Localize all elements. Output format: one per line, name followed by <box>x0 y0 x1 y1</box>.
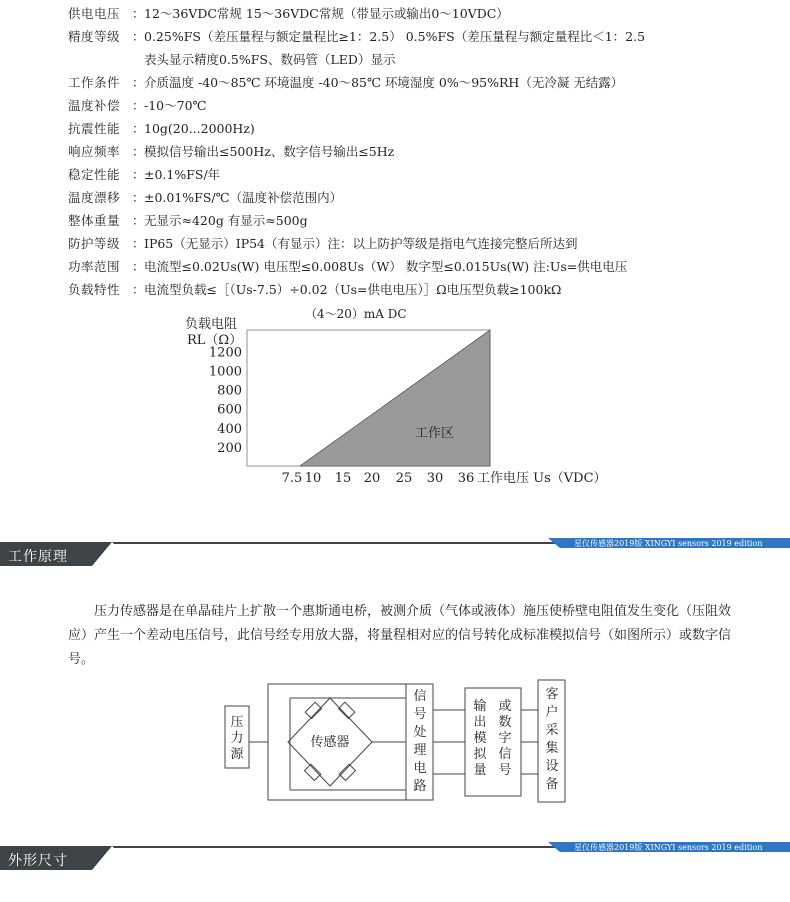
spec-row <box>68 232 783 255</box>
y-tick-label: 1200 <box>208 345 242 361</box>
svg-text:拟: 拟 <box>473 747 487 762</box>
spec-colon: ： <box>132 213 145 228</box>
spec-value: -10～70℃ <box>144 98 207 113</box>
svg-text:号: 号 <box>413 707 427 722</box>
spec-colon: ： <box>132 121 145 136</box>
spec-row <box>68 25 783 48</box>
spec-colon: ： <box>132 190 145 205</box>
spec-value: IP65（无显示）IP54（有显示）注：以上防护等级是指电气连接完整后所达到 <box>144 236 578 251</box>
source-label <box>230 715 244 762</box>
edition-tag-2: 星仪传感器2019版 XINGYI sensors 2019 edition <box>574 843 763 852</box>
spec-value: 无显示≈420g 有显示≈500g <box>144 213 308 228</box>
spec-label: 负载特性 <box>68 282 121 297</box>
svg-text:设: 设 <box>545 759 559 774</box>
spec-value: ±0.1%FS/年 <box>144 167 221 182</box>
spec-row <box>68 71 783 94</box>
x-tick-label: 20 <box>363 471 381 486</box>
spec-row <box>68 117 783 140</box>
x-tick-label: 10 <box>304 471 322 486</box>
spec-label: 功率范围 <box>68 259 121 274</box>
svg-text:数: 数 <box>498 715 512 730</box>
spec-colon: ： <box>132 282 145 297</box>
section-banner-principle <box>0 538 790 568</box>
chart-area-label: 工作区 <box>415 426 455 441</box>
section-title-principle: 工作原理 <box>8 549 68 565</box>
spec-row <box>68 94 783 117</box>
spec-label: 响应频率 <box>68 144 121 159</box>
svg-text:输: 输 <box>473 699 487 714</box>
spec-value: 0.25%FS（差压量程与额定量程比≥1：2.5） 0.5%FS（差压量程与额定量程比＜1：2.5 <box>144 29 646 44</box>
spec-label: 整体重量 <box>68 213 121 228</box>
spec-value: 表头显示精度0.5%FS、数码管（LED）显示 <box>144 52 396 67</box>
spec-label: 温度补偿 <box>68 98 121 113</box>
spec-row <box>68 2 783 25</box>
spec-colon: ： <box>132 259 145 274</box>
chart-ylabel-2: RL（Ω） <box>187 333 243 348</box>
spec-row <box>68 186 783 209</box>
svg-text:电: 电 <box>413 761 427 776</box>
y-tick-label: 800 <box>217 383 242 399</box>
working-area <box>300 330 490 466</box>
svg-text:模: 模 <box>473 731 487 746</box>
y-tick-label: 600 <box>217 402 242 418</box>
spec-label: 供电电压 <box>68 6 121 21</box>
load-chart <box>0 300 790 500</box>
spec-label: 温度漂移 <box>68 190 121 205</box>
spec-list <box>68 2 783 301</box>
spec-colon: ： <box>132 75 145 90</box>
svg-text:字: 字 <box>498 731 512 746</box>
svg-text:或: 或 <box>498 699 512 714</box>
section-banner-dimensions <box>0 842 790 872</box>
svg-text:信: 信 <box>413 689 427 704</box>
sensor-label: 传感器 <box>310 735 350 750</box>
svg-text:量: 量 <box>473 763 487 778</box>
spec-colon: ： <box>132 236 145 251</box>
y-tick-label: 400 <box>217 421 242 437</box>
signal-block-diagram <box>0 670 790 810</box>
svg-text:出: 出 <box>473 715 487 730</box>
spec-value: 电流型负载≤［（Us-7.5）÷0.02（Us=供电电压）］Ω电压型负载≥100kΩ <box>144 282 562 297</box>
spec-row <box>68 163 783 186</box>
chart-title: （4～20）mA DC <box>305 307 407 321</box>
x-tick-label: 7.5 <box>281 471 303 486</box>
spec-label: 稳定性能 <box>68 167 121 182</box>
svg-text:集: 集 <box>545 741 559 756</box>
chart-xlabel: 工作电压 Us（VDC） <box>477 471 607 486</box>
spec-row <box>68 140 783 163</box>
spec-row <box>68 209 783 232</box>
spec-label: 精度等级 <box>68 29 121 44</box>
svg-text:客: 客 <box>545 687 559 702</box>
svg-text:理: 理 <box>413 743 427 758</box>
x-tick-label: 36 <box>457 471 475 486</box>
spec-label: 防护等级 <box>68 236 121 251</box>
spec-value: 模拟信号输出≤500Hz、数字信号输出≤5Hz <box>144 144 395 159</box>
spec-value: 电流型≤0.02Us(W) 电压型≤0.008Us（W） 数字型≤0.015Us(W) 注:Us=供电电压 <box>144 259 628 274</box>
circuit-label <box>413 688 426 794</box>
svg-text:户: 户 <box>545 705 559 720</box>
spec-label: 工作条件 <box>68 75 121 90</box>
spec-colon: ： <box>132 167 145 182</box>
spec-value: 介质温度 -40～85℃ 环境温度 -40～85℃ 环境湿度 0%～95%RH（无冷凝 无结露） <box>144 75 624 90</box>
output-label-left <box>473 698 487 778</box>
chart-ylabel-1: 负载电阻 <box>185 317 238 332</box>
spec-value: 12～36VDC常规 15～36VDC常规（带显示或输出0～10VDC） <box>144 6 509 21</box>
principle-text <box>68 600 748 672</box>
spec-row <box>68 48 783 71</box>
svg-text:处: 处 <box>413 725 427 740</box>
output-label-right <box>498 699 511 778</box>
spec-row <box>68 278 783 301</box>
spec-value: 10g(20...2000Hz) <box>144 121 255 136</box>
svg-text:力: 力 <box>230 731 244 746</box>
x-tick-label: 15 <box>334 471 352 486</box>
section-title-dimensions: 外形尺寸 <box>8 853 68 869</box>
svg-text:压: 压 <box>230 715 244 730</box>
svg-text:路: 路 <box>413 779 427 794</box>
x-tick-label: 25 <box>395 471 413 486</box>
y-tick-label: 1000 <box>208 364 242 380</box>
spec-colon: ： <box>132 98 145 113</box>
spec-label: 抗震性能 <box>68 121 121 136</box>
spec-colon: ： <box>132 6 145 21</box>
client-label <box>545 687 558 792</box>
svg-text:源: 源 <box>230 747 244 762</box>
x-tick-label: 30 <box>426 471 444 486</box>
svg-text:备: 备 <box>545 777 559 792</box>
spec-value: ±0.01%FS/℃（温度补偿范围内） <box>144 190 343 205</box>
spec-row <box>68 255 783 278</box>
svg-text:号: 号 <box>498 763 512 778</box>
spec-colon: ： <box>132 29 145 44</box>
spec-colon: ： <box>132 144 145 159</box>
edition-tag: 星仪传感器2019版 XINGYI sensors 2019 edition <box>574 539 763 548</box>
svg-text:采: 采 <box>545 723 559 738</box>
svg-text:信: 信 <box>498 747 512 762</box>
y-tick-label: 200 <box>217 440 242 456</box>
principle-paragraph: 压力传感器是在单晶硅片上扩散一个惠斯通电桥，被测介质（气体或液体）施压使桥壁电阻值发生变化（压阻效应）产生一个差动电压信号，此信号经专用放大器，将量程相对应的信号转化成标准模拟信号（如图所示）或数字信号。 <box>68 604 732 667</box>
